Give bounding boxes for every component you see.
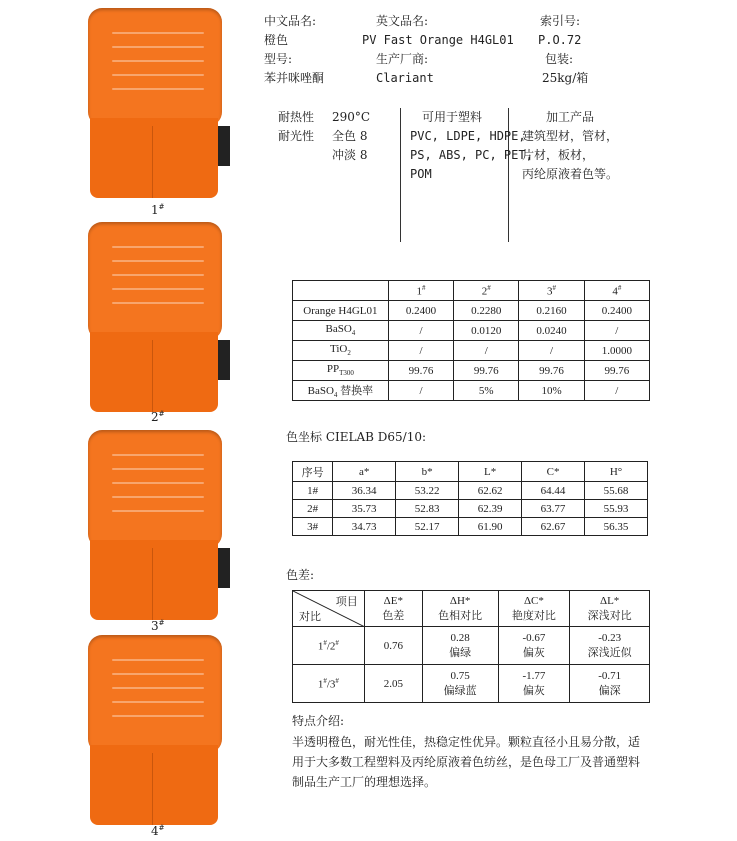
chip-engraving xyxy=(112,454,204,524)
table-cell: 3# xyxy=(293,518,333,536)
chip-tab xyxy=(218,340,230,380)
diff-title: 色差: xyxy=(286,568,315,582)
table-header-cell xyxy=(293,281,389,301)
light-label: 耐光性 xyxy=(278,129,315,143)
corner-top: 项目 xyxy=(335,596,358,608)
chip-label-1: 1# xyxy=(151,203,165,217)
table-cell: 99.76 xyxy=(388,361,453,381)
table-cell: 62.67 xyxy=(522,518,585,536)
table-cell: -0.71 偏深 xyxy=(570,665,650,703)
light-full: 全色 8 xyxy=(332,129,368,143)
chip-top-panel xyxy=(88,222,222,340)
corner-bottom: 对比 xyxy=(299,611,321,623)
row-name: BaSO$_4$ 替换率 xyxy=(293,381,389,401)
plastics-title: 可用于塑料 xyxy=(422,110,483,124)
table-cell: 99.76 xyxy=(519,361,584,381)
table-header-cell: 2# xyxy=(454,281,519,301)
table-header-cell: b* xyxy=(396,462,459,482)
table-cell: / xyxy=(388,381,453,401)
table-row xyxy=(293,361,650,381)
chip-top-panel xyxy=(88,430,222,548)
features-line-2: 用于大多数工程塑料及丙纶原液着色纺丝，是色母工厂及普通塑料 xyxy=(292,755,641,769)
process-line-2: 片材，板材， xyxy=(522,148,595,162)
pack-label: 包装: xyxy=(545,52,574,66)
table-cell: 1# xyxy=(293,482,333,500)
table-cell: 62.39 xyxy=(459,500,522,518)
chip-divider xyxy=(152,548,153,620)
type-value: 苯并咪唑酮 xyxy=(264,71,325,85)
diff-table xyxy=(292,590,650,703)
color-chip-4 xyxy=(88,635,238,825)
row-name: 1#/2# xyxy=(293,627,365,665)
features-line-3: 制品生产工厂的理想选择。 xyxy=(292,775,437,789)
row-name: $PP_{T300}$ xyxy=(293,361,389,381)
maker-value: Clariant xyxy=(376,71,434,85)
table-header-cell: 4# xyxy=(584,281,649,301)
diagonal-header-cell xyxy=(293,591,365,627)
table-row xyxy=(293,301,650,321)
table-cell: 0.2160 xyxy=(519,301,584,321)
table-header-row xyxy=(293,591,650,627)
table-cell: 0.2400 xyxy=(584,301,649,321)
chip-lower-panel xyxy=(90,745,218,825)
chip-divider xyxy=(152,126,153,198)
table-cell: / xyxy=(388,341,453,361)
table-row xyxy=(293,341,650,361)
table-row xyxy=(293,321,650,341)
table-row xyxy=(293,518,648,536)
table-cell: 64.44 xyxy=(522,482,585,500)
table-cell: 0.28 偏绿 xyxy=(422,627,498,665)
cn-name: 橙色 xyxy=(264,33,289,47)
chip-top-panel xyxy=(88,8,222,126)
table-cell: 52.17 xyxy=(396,518,459,536)
table-header-cell: H° xyxy=(585,462,648,482)
chip-tab xyxy=(218,126,230,166)
table-cell: 0.0240 xyxy=(519,321,584,341)
table-cell: 53.22 xyxy=(396,482,459,500)
table-header-cell: ΔL* 深浅对比 xyxy=(570,591,650,627)
chip-label-2: 2# xyxy=(151,410,165,424)
process-line-3: 丙纶原液着色等。 xyxy=(522,167,619,181)
table-cell: 61.90 xyxy=(459,518,522,536)
chip-divider xyxy=(152,340,153,412)
chip-engraving xyxy=(112,32,204,102)
maker-label: 生产厂商: xyxy=(376,52,429,66)
chip-engraving xyxy=(112,659,204,729)
color-chip-1 xyxy=(88,8,238,198)
table-header-row xyxy=(293,281,650,301)
table-header-cell: 3# xyxy=(519,281,584,301)
table-cell: 55.68 xyxy=(585,482,648,500)
cielab-title: 色坐标 CIELAB D65/10: xyxy=(286,430,427,444)
chip-lower-panel xyxy=(90,332,218,412)
table-cell: 52.83 xyxy=(396,500,459,518)
table-header-cell: 1# xyxy=(388,281,453,301)
table-header-cell: L* xyxy=(459,462,522,482)
table-cell: 0.2280 xyxy=(454,301,519,321)
features-line-1: 半透明橙色，耐光性佳，热稳定性优异。颗粒直径小且易分散，适 xyxy=(292,735,641,749)
table-cell: 2.05 xyxy=(364,665,422,703)
table-cell: 35.73 xyxy=(333,500,396,518)
heat-label: 耐热性 xyxy=(278,110,315,124)
chip-lower-panel xyxy=(90,540,218,620)
cn-name-label: 中文品名: xyxy=(264,14,317,28)
en-name: PV Fast Orange H4GL01 xyxy=(362,33,514,47)
table-header-row xyxy=(293,462,648,482)
table-cell: / xyxy=(584,321,649,341)
table-header-cell: C* xyxy=(522,462,585,482)
formula-table xyxy=(292,280,650,401)
table-cell: / xyxy=(519,341,584,361)
row-name: 1#/3# xyxy=(293,665,365,703)
plastics-line-1: PVC, LDPE, HDPE, xyxy=(410,129,526,143)
row-name: TiO$_2$ xyxy=(293,341,389,361)
light-tint: 冲淡 8 xyxy=(332,148,368,162)
row-name: Orange H4GL01 xyxy=(293,301,389,321)
table-cell: 0.75 偏绿蓝 xyxy=(422,665,498,703)
table-cell: -0.23 深浅近似 xyxy=(570,627,650,665)
table-cell: 0.76 xyxy=(364,627,422,665)
heat-value: 290°C xyxy=(332,110,371,124)
plastics-line-2: PS, ABS, PC, PET, xyxy=(410,148,533,162)
chip-label-3: 3# xyxy=(151,619,165,633)
plastics-line-3: POM xyxy=(410,167,432,181)
table-cell: 34.73 xyxy=(333,518,396,536)
table-cell: 0.0120 xyxy=(454,321,519,341)
table-cell: -0.67 偏灰 xyxy=(498,627,570,665)
table-header-cell: ΔE* 色差 xyxy=(364,591,422,627)
chip-top-panel xyxy=(88,635,222,753)
table-cell: 63.77 xyxy=(522,500,585,518)
table-cell: -1.77 偏灰 xyxy=(498,665,570,703)
table-row xyxy=(293,665,650,703)
props-divider-1 xyxy=(400,108,401,242)
table-cell: 10% xyxy=(519,381,584,401)
color-chip-2 xyxy=(88,222,238,412)
table-header-cell: a* xyxy=(333,462,396,482)
table-cell: / xyxy=(584,381,649,401)
type-label: 型号: xyxy=(264,52,293,66)
table-cell: 2# xyxy=(293,500,333,518)
table-cell: 5% xyxy=(454,381,519,401)
color-chip-3 xyxy=(88,430,238,620)
table-row xyxy=(293,381,650,401)
table-cell: 55.93 xyxy=(585,500,648,518)
process-line-1: 建筑型材，管材， xyxy=(522,129,619,143)
chip-lower-panel xyxy=(90,118,218,198)
table-cell: 1.0000 xyxy=(584,341,649,361)
chip-tab xyxy=(218,548,230,588)
table-cell: / xyxy=(388,321,453,341)
en-name-label: 英文品名: xyxy=(376,14,429,28)
table-header-cell: 序号 xyxy=(293,462,333,482)
index-label: 索引号: xyxy=(540,14,581,28)
table-header-cell: ΔC* 艳度对比 xyxy=(498,591,570,627)
table-cell: 36.34 xyxy=(333,482,396,500)
table-cell: 99.76 xyxy=(454,361,519,381)
process-title: 加工产品 xyxy=(546,110,595,124)
chip-engraving xyxy=(112,246,204,316)
index-value: P.O.72 xyxy=(538,33,582,47)
table-cell: 56.35 xyxy=(585,518,648,536)
row-name: BaSO$_4$ xyxy=(293,321,389,341)
table-cell: 62.62 xyxy=(459,482,522,500)
table-cell: 99.76 xyxy=(584,361,649,381)
cielab-table xyxy=(292,461,648,536)
pack-value: 25kg/箱 xyxy=(542,71,589,85)
table-row xyxy=(293,500,648,518)
table-cell: / xyxy=(454,341,519,361)
table-row xyxy=(293,482,648,500)
table-cell: 0.2400 xyxy=(388,301,453,321)
table-header-cell: ΔH* 色相对比 xyxy=(422,591,498,627)
features-title: 特点介绍: xyxy=(292,714,345,728)
table-row xyxy=(293,627,650,665)
chip-label-4: 4# xyxy=(151,824,165,838)
chip-divider xyxy=(152,753,153,825)
